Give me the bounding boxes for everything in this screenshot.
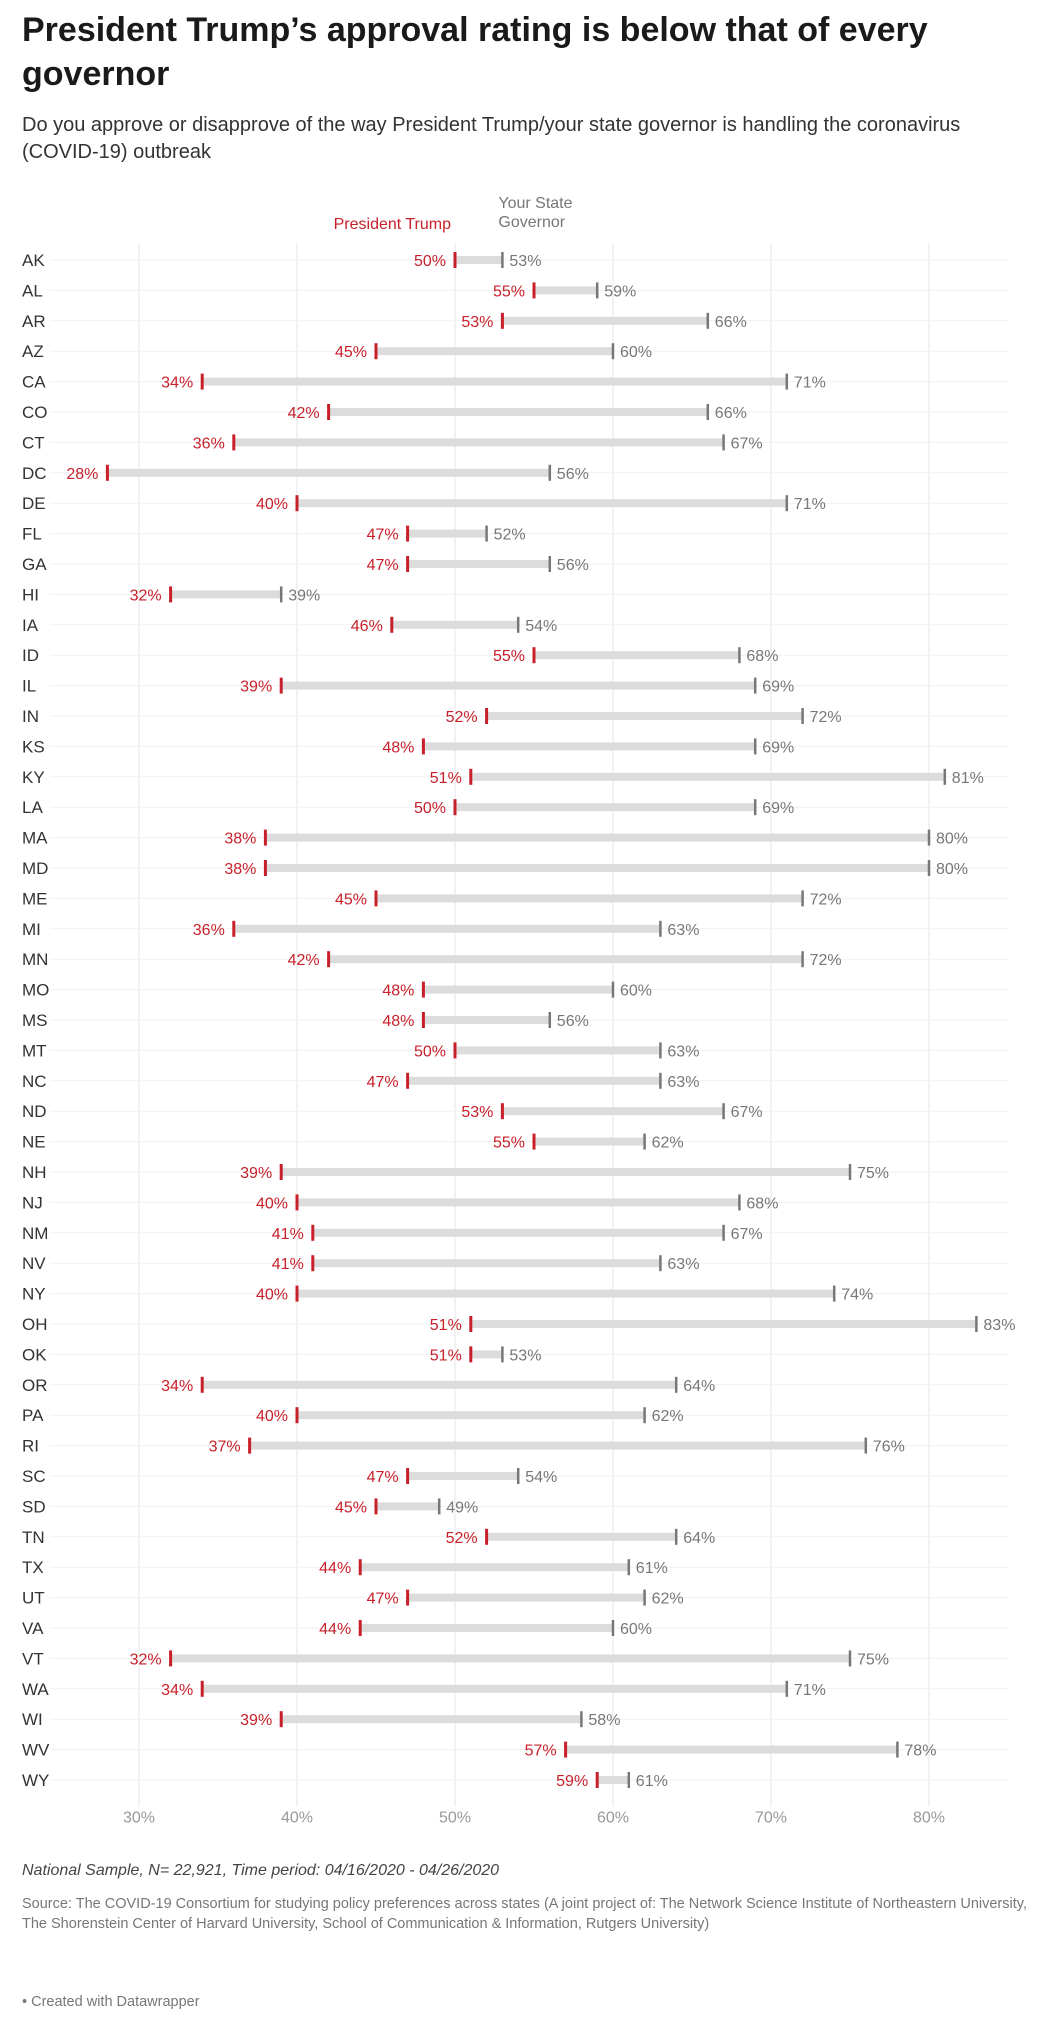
- state-label: FL: [22, 524, 42, 544]
- governor-value-label: 62%: [651, 1408, 684, 1426]
- trump-value-label: 51%: [429, 769, 462, 787]
- trump-value-label: 53%: [461, 1104, 494, 1122]
- trump-value-label: 50%: [413, 253, 446, 270]
- range-bar: [329, 408, 708, 416]
- range-bar: [566, 1746, 898, 1754]
- trump-value-label: 44%: [319, 1560, 352, 1578]
- trump-value-label: 37%: [208, 1438, 241, 1456]
- governor-value-label: 60%: [620, 344, 653, 362]
- governor-value-label: 67%: [730, 435, 763, 453]
- range-bar: [471, 773, 945, 781]
- governor-value-label: 75%: [857, 1651, 890, 1669]
- state-label: NM: [22, 1223, 49, 1243]
- state-label: WV: [22, 1740, 50, 1760]
- governor-value-label: 80%: [936, 830, 969, 848]
- state-label: GA: [22, 555, 47, 574]
- x-tick-label: 60%: [596, 1809, 630, 1825]
- trump-value-label: 47%: [366, 526, 399, 544]
- governor-value-label: 66%: [714, 313, 747, 331]
- range-bar: [408, 560, 550, 568]
- trump-value-label: 47%: [366, 557, 399, 574]
- source-note: Source: The COVID-19 Consortium for studying policy preferences across states (A joint project of: The Network Science Institute of Northeastern University, The Shorenstein Center of Harvard University, School of Communication & Information, Rutgers University): [22, 1896, 1027, 1932]
- state-label: VA: [22, 1619, 44, 1638]
- state-label: NC: [22, 1071, 47, 1091]
- governor-value-label: 67%: [730, 1104, 763, 1122]
- governor-value-label: 58%: [588, 1712, 621, 1730]
- trump-value-label: 39%: [240, 1712, 273, 1730]
- governor-value-label: 72%: [809, 891, 842, 909]
- governor-value-label: 80%: [936, 861, 969, 878]
- range-bar: [297, 1290, 834, 1298]
- range-bar: [455, 1046, 660, 1054]
- governor-value-label: 56%: [556, 1013, 589, 1030]
- trump-value-label: 46%: [350, 617, 383, 635]
- state-label: MS: [22, 1011, 48, 1030]
- state-label: TX: [22, 1558, 44, 1578]
- trump-value-label: 47%: [366, 1590, 399, 1608]
- governor-value-label: 67%: [730, 1225, 763, 1243]
- state-label: OH: [22, 1315, 48, 1334]
- trump-value-label: 38%: [224, 830, 257, 848]
- sample-footnote: National Sample, N= 22,921, Time period: 04/16/2020 - 04/26/2020: [22, 1862, 500, 1879]
- range-bar: [281, 682, 755, 690]
- trump-value-label: 48%: [382, 739, 415, 757]
- state-label: IA: [22, 615, 39, 635]
- state-label: VT: [22, 1649, 44, 1669]
- governor-value-label: 63%: [667, 921, 700, 939]
- range-bar: [408, 1472, 519, 1480]
- trump-value-label: 48%: [382, 982, 415, 1000]
- trump-value-label: 47%: [366, 1469, 399, 1486]
- trump-value-label: 34%: [161, 1681, 194, 1699]
- trump-value-label: 55%: [492, 1134, 525, 1152]
- range-bar: [534, 651, 739, 659]
- range-bar: [202, 1685, 787, 1693]
- governor-value-label: 71%: [793, 1681, 826, 1699]
- state-label: OK: [22, 1345, 47, 1365]
- trump-value-label: 45%: [334, 891, 367, 909]
- state-label: TN: [22, 1527, 45, 1547]
- range-bar: [487, 712, 803, 720]
- governor-value-label: 53%: [509, 253, 542, 270]
- governor-value-label: 52%: [493, 526, 526, 544]
- range-bar: [265, 834, 929, 842]
- range-bar: [376, 347, 613, 355]
- trump-value-label: 55%: [492, 648, 525, 666]
- range-bar: [487, 1533, 677, 1541]
- trump-value-label: 57%: [524, 1742, 557, 1760]
- state-label: NJ: [22, 1193, 43, 1213]
- governor-value-label: 66%: [714, 405, 747, 422]
- state-label: KY: [22, 767, 45, 787]
- state-label: ID: [22, 646, 39, 666]
- state-label: NE: [22, 1132, 46, 1152]
- range-bar: [423, 1016, 549, 1024]
- range-bar: [376, 894, 803, 902]
- range-bar: [234, 925, 661, 933]
- state-label: NY: [22, 1284, 46, 1304]
- governor-value-label: 72%: [809, 952, 842, 970]
- governor-value-label: 63%: [667, 1256, 700, 1274]
- state-label: MO: [22, 980, 50, 1000]
- governor-value-label: 61%: [635, 1773, 668, 1790]
- range-bar: [597, 1776, 629, 1784]
- state-label: NV: [22, 1254, 46, 1274]
- range-bar: [297, 1198, 739, 1206]
- range-bar: [360, 1563, 629, 1571]
- range-bar: [455, 256, 502, 264]
- trump-value-label: 50%: [413, 1043, 446, 1061]
- range-bar: [423, 742, 755, 750]
- state-label: CT: [22, 433, 45, 453]
- trump-value-label: 36%: [192, 435, 225, 453]
- range-bar: [329, 955, 803, 963]
- governor-value-label: 62%: [651, 1590, 684, 1608]
- governor-value-label: 76%: [872, 1438, 905, 1456]
- trump-value-label: 40%: [255, 1286, 288, 1304]
- state-label: CA: [22, 372, 46, 392]
- trump-value-label: 42%: [287, 405, 320, 422]
- state-label: MD: [22, 859, 49, 878]
- state-label: MA: [22, 828, 48, 848]
- governor-value-label: 56%: [556, 557, 589, 574]
- governor-value-label: 81%: [951, 769, 984, 787]
- trump-value-label: 45%: [334, 1499, 367, 1517]
- governor-value-label: 59%: [604, 283, 637, 301]
- state-label: DE: [22, 494, 46, 514]
- trump-value-label: 34%: [161, 374, 194, 392]
- x-tick-label: 50%: [438, 1809, 472, 1825]
- range-bar: [408, 1594, 645, 1602]
- range-bar: [107, 469, 549, 477]
- state-label: AZ: [22, 342, 44, 362]
- state-label: ND: [22, 1102, 47, 1122]
- trump-value-label: 36%: [192, 921, 225, 939]
- range-bar: [423, 986, 613, 994]
- state-label: IN: [22, 707, 39, 726]
- trump-value-label: 32%: [129, 1651, 162, 1669]
- governor-value-label: 72%: [809, 709, 842, 726]
- governor-value-label: 63%: [667, 1043, 700, 1061]
- state-label: HI: [22, 585, 39, 605]
- governor-value-label: 69%: [762, 800, 795, 818]
- range-bar: [171, 1654, 850, 1662]
- x-tick-label: 70%: [754, 1809, 788, 1825]
- trump-value-label: 28%: [66, 465, 99, 483]
- legend-label-president-trump: President Trump: [333, 216, 451, 233]
- state-label: IL: [22, 676, 37, 696]
- governor-value-label: 62%: [651, 1134, 684, 1152]
- x-tick-label: 40%: [280, 1809, 314, 1825]
- trump-value-label: 52%: [445, 1529, 478, 1547]
- range-bar: [408, 530, 487, 538]
- state-label: NH: [22, 1163, 47, 1182]
- x-tick-label: 30%: [122, 1809, 156, 1825]
- governor-value-label: 39%: [288, 587, 321, 605]
- state-label: LA: [22, 798, 43, 818]
- trump-value-label: 51%: [429, 1347, 462, 1365]
- x-tick-label: 80%: [912, 1809, 946, 1825]
- state-label: ME: [22, 889, 48, 909]
- range-bar: [534, 1138, 645, 1146]
- range-bar: [360, 1624, 613, 1632]
- range-bar: [265, 864, 929, 872]
- state-label: SD: [22, 1497, 46, 1517]
- trump-value-label: 50%: [413, 800, 446, 818]
- trump-value-label: 44%: [319, 1621, 352, 1638]
- range-bar: [234, 438, 724, 446]
- state-label: AR: [22, 311, 46, 331]
- trump-value-label: 39%: [240, 678, 273, 696]
- datawrapper-credit: • Created with Datawrapper: [22, 1994, 200, 2010]
- state-label: MN: [22, 950, 49, 970]
- chart-subtitle: Do you approve or disapprove of the way President Trump/your state governor is handling the coronavirus (COVID-19) outbreak: [22, 114, 961, 163]
- range-bar: [297, 1411, 645, 1419]
- trump-value-label: 34%: [161, 1377, 194, 1395]
- legend-label-your-state-governor: Your State Governor: [498, 195, 573, 231]
- governor-value-label: 74%: [841, 1286, 874, 1304]
- governor-value-label: 68%: [746, 1195, 779, 1213]
- trump-value-label: 41%: [271, 1225, 304, 1243]
- governor-value-label: 83%: [983, 1317, 1016, 1334]
- state-label: AK: [22, 251, 45, 270]
- range-bar: [471, 1320, 977, 1328]
- governor-value-label: 61%: [635, 1560, 668, 1578]
- trump-value-label: 39%: [240, 1165, 273, 1182]
- state-label: WY: [22, 1771, 50, 1790]
- governor-value-label: 71%: [793, 496, 826, 514]
- governor-value-label: 60%: [620, 1621, 653, 1638]
- governor-value-label: 71%: [793, 374, 826, 392]
- governor-value-label: 69%: [762, 739, 795, 757]
- governor-value-label: 56%: [556, 465, 589, 483]
- state-label: SC: [22, 1467, 46, 1486]
- state-label: WA: [22, 1679, 49, 1699]
- governor-value-label: 60%: [620, 982, 653, 1000]
- dot-range-chart: [0, 185, 1062, 1825]
- range-bar: [471, 1350, 503, 1358]
- state-label: RI: [22, 1436, 39, 1456]
- governor-value-label: 54%: [525, 1469, 558, 1486]
- trump-value-label: 45%: [334, 344, 367, 362]
- state-label: MI: [22, 919, 41, 939]
- governor-value-label: 78%: [904, 1742, 937, 1760]
- trump-value-label: 53%: [461, 313, 494, 331]
- state-label: UT: [22, 1588, 45, 1608]
- trump-value-label: 47%: [366, 1073, 399, 1091]
- state-label: PA: [22, 1406, 44, 1426]
- range-bar: [502, 1107, 723, 1115]
- range-bar: [202, 1381, 676, 1389]
- trump-value-label: 40%: [255, 1408, 288, 1426]
- trump-value-label: 59%: [556, 1773, 589, 1790]
- range-bar: [392, 621, 518, 629]
- governor-value-label: 64%: [683, 1377, 716, 1395]
- governor-value-label: 64%: [683, 1529, 716, 1547]
- governor-value-label: 69%: [762, 678, 795, 696]
- range-bar: [297, 499, 787, 507]
- trump-value-label: 32%: [129, 587, 162, 605]
- governor-value-label: 53%: [509, 1347, 542, 1365]
- state-label: WI: [22, 1710, 43, 1730]
- trump-value-label: 51%: [429, 1317, 462, 1334]
- range-bar: [313, 1229, 724, 1237]
- state-label: AL: [22, 281, 43, 301]
- range-bar: [250, 1442, 866, 1450]
- governor-value-label: 68%: [746, 648, 779, 666]
- range-bar: [313, 1259, 661, 1267]
- range-bar: [455, 803, 755, 811]
- chart-title: President Trump’s approval rating is below that of every governor: [22, 11, 928, 93]
- trump-value-label: 48%: [382, 1013, 415, 1030]
- state-label: KS: [22, 737, 45, 757]
- state-label: DC: [22, 463, 47, 483]
- range-bar: [534, 286, 597, 294]
- trump-value-label: 40%: [255, 496, 288, 514]
- range-bar: [171, 590, 282, 598]
- governor-value-label: 75%: [857, 1165, 890, 1182]
- range-bar: [281, 1715, 581, 1723]
- governor-value-label: 63%: [667, 1073, 700, 1091]
- state-label: CO: [22, 403, 48, 422]
- governor-value-label: 49%: [446, 1499, 479, 1517]
- trump-value-label: 55%: [492, 283, 525, 301]
- trump-value-label: 41%: [271, 1256, 304, 1274]
- range-bar: [502, 317, 707, 325]
- state-label: OR: [22, 1375, 48, 1395]
- range-bar: [376, 1502, 439, 1510]
- trump-value-label: 42%: [287, 952, 320, 970]
- range-bar: [202, 378, 787, 386]
- range-bar: [281, 1168, 850, 1176]
- range-bar: [408, 1077, 661, 1085]
- trump-value-label: 38%: [224, 861, 257, 878]
- governor-value-label: 54%: [525, 617, 558, 635]
- trump-value-label: 40%: [255, 1195, 288, 1213]
- trump-value-label: 52%: [445, 709, 478, 726]
- state-label: MT: [22, 1041, 47, 1061]
